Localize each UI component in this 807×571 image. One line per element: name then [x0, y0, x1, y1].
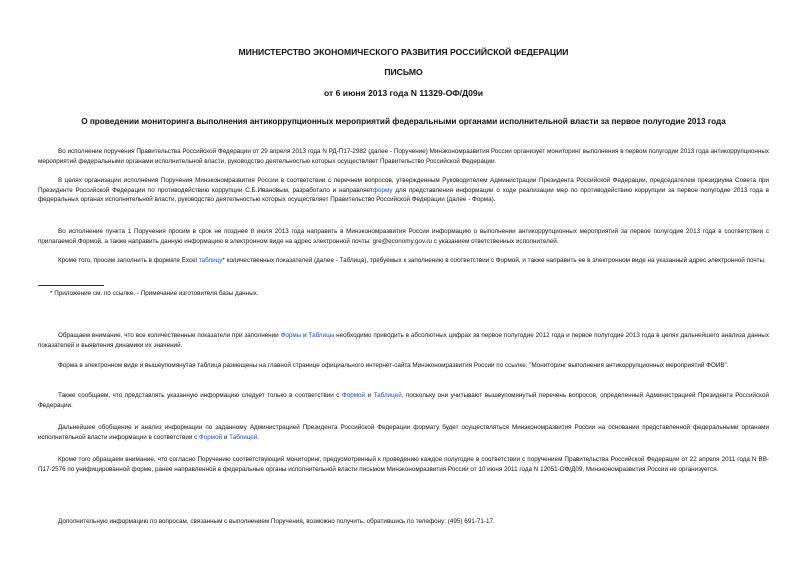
form-link[interactable]: Формой	[199, 433, 223, 441]
paragraph-7-and: и	[365, 392, 374, 399]
paragraph-7-text-a: Также сообщаем, что представлять указанную информацию следует только в соответствии с	[58, 392, 342, 399]
form-link[interactable]: форму	[372, 186, 393, 194]
document-date-number: от 6 июня 2013 года N 11329-ОФ/Д09и	[324, 88, 483, 98]
table-link[interactable]: Таблицей	[373, 392, 402, 399]
document-type: ПИСЬМО	[384, 67, 423, 77]
document-subject: О проведении мониторинга выполнения антикоррупционных мероприятий федеральными органами исполнительной власти за первое полугодие 2013 года	[81, 117, 726, 126]
paragraph-8-and: и	[222, 433, 230, 441]
paragraph-2	[38, 176, 769, 205]
paragraph-4	[38, 256, 769, 266]
table-link[interactable]: Таблицей	[229, 433, 258, 441]
footnote: * Приложение см. по ссылке. - Примечание изготовителя базы данных.	[50, 290, 259, 297]
paragraph-5	[38, 331, 769, 350]
paragraph-7-text-b: , поскольку они учитывают вышеупомянутый перечень вопросов, определенный Администрацией Президента Российской Федерации.	[38, 392, 769, 409]
paragraph-3: Во исполнение пункта 1 Поручения просим в срок не позднее 8 июля 2013 года направить в Минэкономразвития России информацию о выполнении антикоррупционных мероприятий за первое полугодие 2013 года в соответствии с прилагаемой Формой, а также направить данную информацию в электронном виде на адрес электронной почты: gre@economy.gov.ru с указанием ответственных исполнителей.	[38, 228, 769, 245]
paragraph-7	[38, 391, 769, 410]
table-link[interactable]: таблицу	[198, 257, 223, 264]
paragraph-2-text-a: В целях организации исполнения Поручения Минэкономразвития России в соответствии с перечнем вопросов, утвержденным Руководителем Администрации Президента Российской Федерации, председателем президиума Совета при Президенте Российской Федерации по противодействию коррупции С.Б.Ивановым, разработало и направляет	[38, 177, 769, 194]
ministry-title: МИНИСТЕРСТВО ЭКОНОМИЧЕСКОГО РАЗВИТИЯ РОССИЙСКОЙ ФЕДЕРАЦИИ	[238, 47, 569, 57]
paragraph-10: Дополнительную информацию по вопросам, связанным с выполнением Поручения, возможно получить, обратившись по телефону: (495) 691-71-17.	[58, 518, 495, 525]
paragraph-8-end: .	[257, 433, 260, 441]
paragraph-8	[38, 423, 769, 442]
paragraph-5-text-a: Обращаем внимание, что все количественные показатели при заполнении	[58, 332, 281, 339]
paragraph-4-text-b: * количественных показателей (далее - Таблица), требуемых к заполнению в соответствии с Формой, и также направить ее в электронном виде на указанный адрес электронной почты.	[222, 257, 766, 264]
paragraph-5-and: и	[301, 332, 309, 339]
footnote-divider	[38, 285, 104, 286]
paragraph-8-text-a: Дальнейшее обобщение и анализ информации по заданному Администрацией Президента Российской Федерации формату будет осуществляться Минэкономразвития России на основании представленной федеральными органами исполнительной власти информации в соответствии с	[38, 424, 769, 441]
paragraph-5-text-b: необходимо приводить в абсолютных цифрах за первое полугодие 2012 года и первое полугодие 2013 года в целях дальнейшего анализа данных показателей и выявления динамики их значений.	[38, 332, 769, 349]
form-link[interactable]: Формой	[341, 392, 366, 399]
table-link[interactable]: Таблицы	[308, 332, 335, 339]
paragraph-4-text-a: Кроме того, просим заполнить в формате Excel	[58, 257, 199, 264]
paragraph-2-text-b: для представления информации о ходе реализации мер по противодействию коррупции за первое полугодие 2013 года в федеральных органах исполнительной власти, руководство деятельностью которых осуществляет Правительство Российской Федерации (далее - Форма).	[38, 186, 769, 204]
paragraph-6: Форма в электронном виде и вышеупомянутая таблица размещены на главной странице официального интернет-сайта Минэкономразвития России по ссылке: "Мониторинг выполнения антикоррупционных мероприятий ФОИВ".	[58, 362, 729, 369]
paragraph-9: Кроме того обращаем внимание, что согласно Поручению соответствующий мониторинг, предусмотренный к проведению каждое полугодие в соответствии с поручением Правительства Российской Федерации от 22 апреля 2011 года N ВВ-П17-2576 по унифицированной форме, ранее направленной в федеральные органы исполнительной власти письмом Минэкономразвития России от 10 июня 2011 года N 12051-ОФ/Д09, Минэкономразвития России не организуется.	[38, 456, 769, 473]
paragraph-1: Во исполнение поручения Правительства Российской Федерации от 29 апреля 2013 года N РД-П17-2982 (далее - Поручение) Минэкономразвития России организует мониторинг выполнения в первом полугодии 2013 года антикоррупционных мероприятий федеральными органами исполнительной власти, руководство деятельностью которых осуществляет Правительство Российской Федерации.	[38, 148, 769, 165]
form-link[interactable]: Формы	[280, 332, 302, 339]
